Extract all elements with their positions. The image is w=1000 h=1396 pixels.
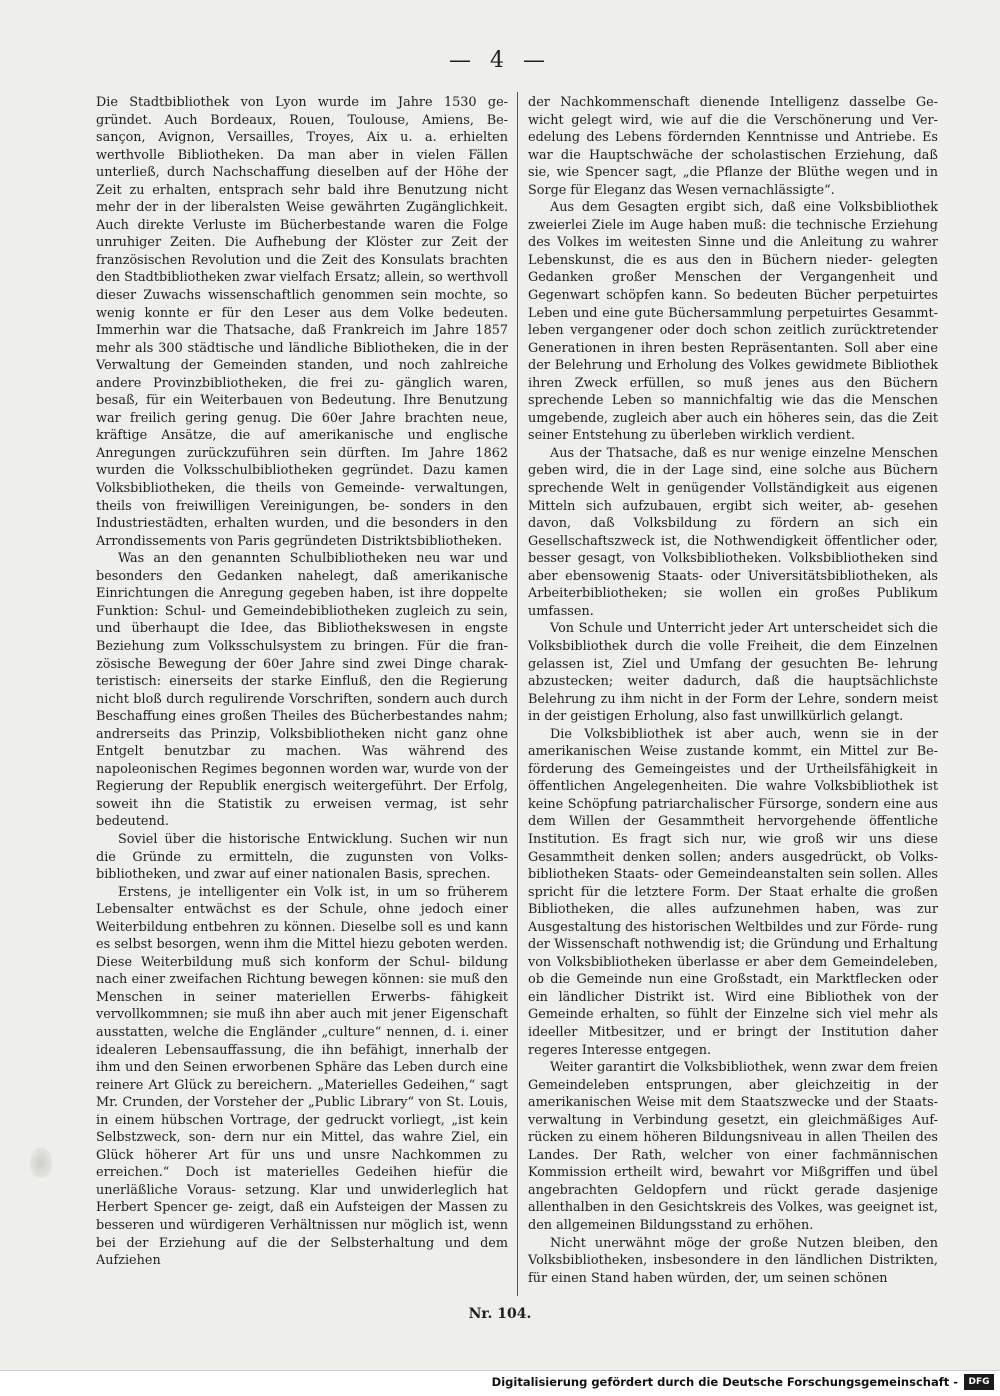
paragraph: Aus der Thatsache, daß es nur wenige einzelne Menschen geben wird, die in der Lage sind, eine solche aus Büchern sprechende Welt in genügender Vollständigkeit aus eigenen Mitteln sich aufzubauen, ergibt sich weiter, ab- gesehen davon, daß Volksbildung zu fördern an sich ein Gesellschaftszweck ist, die Nothwendigkeit öffentlicher oder, besser gesagt, von Volksbibliotheken. Volksbibliotheken sind aber ebensowenig Staats- oder Universitätsbibliotheken, als Arbeiterbibliotheken; sie wollen ein großes Publikum umfassen. xyxy=(528,445,938,619)
left-column xyxy=(96,94,508,1270)
paragraph: Was an den genannten Schulbibliotheken neu war und besonders den Gedanken nahelegt, daß amerikanische Einrichtungen die Anregung gegeben haben, ist ihre doppelte Funktion: Schul- und Gemeindebibliotheken zugleich zu sein, und überhaupt die Idee, das Bibliothekswesen in engste Beziehung zum Volksschulsystem zu bringen. Für die fran- zösische Bewegung der 60er Jahre sind zwei Dinge charak- teristisch: einerseits der starke Einfluß, den die Regierung nicht bloß durch regulirende Vorschriften, sondern auch durch Beschaffung eines großen Theiles des Bücherbestandes nahm; andrerseits das Prinzip, Volksbibliotheken nicht ganz ohne Entgelt benutzbar zu machen. Was während des napoleonischen Regimes begonnen worden war, wurde von der Regierung der Republik energisch weitergeführt. Der Erfolg, soweit ihn die Statistik zu erweisen vermag, ist sehr bedeutend. xyxy=(96,551,508,830)
paragraph: Aus dem Gesagten ergibt sich, daß eine Volksbibliothek zweierlei Ziele im Auge haben muß: die technische Erziehung des Volkes im weitesten Sinne und die Anleitung zu wahrer Lebenskunst, die es aus den in Büchern nieder- gelegten Gedanken großer Menschen der Vergangenheit und Gegenwart schöpfen kann. So bedeuten Bücher perpetuirtes Leben und eine gute Büchersammlung perpetuirtes Gesammt- leben vergangener oder doch schon zeitlich zurücktretender Generationen in ihren besten Repräsentanten. Soll aber eine der Belehrung und Erholung des Volkes gewidmete Bibliothek ihren Zweck erfüllen, so muß jenes aus den Büchern sprechende Leben so mannichfaltig wie das die Menschen umgebende, zugleich aber auch ein höheres sein, das die Zeit seiner Entstehung zu überleben wirklich verdient. xyxy=(528,200,938,444)
paragraph: Von Schule und Unterricht jeder Art unterscheidet sich die Volksbibliothek durch die volle Freiheit, die dem Einzelnen gelassen ist, Ziel und Umfang der gesuchten Be- lehrung abzustecken; weiter dadurch, daß die hauptsächlichste Belehrung zu ihm nicht in der Form der Lehre, sondern meist in der geistigen Erholung, also fast unwillkürlich gelangt. xyxy=(528,621,938,725)
paragraph: Erstens, je intelligenter ein Volk ist, in um so früherem Lebensalter entwächst es der Schule, ohne jedoch einer Weiterbildung entbehren zu können. Dieselbe soll es und kann es selbst besorgen, wenn ihm die Mittel hiezu geboten werden. Diese Weiterbildung muß sich konform der Schul- bildung nach einer zweifachen Richtung bewegen können: sie muß den Menschen in seiner materiellen Erwerbs- fähigkeit vervollkommnen; sie muß ihn aber auch mit jener Eigenschaft ausstatten, welche die Engländer „culture“ nennen, d. i. einer idealeren Lebensauffassung, die ihn befähigt, innerhalb der ihm und den Seinen erworbenen Sphäre das Leben durch eine reinere Art Glück zu bereichern. „Materielles Gedeihen,“ sagt Mr. Crunden, der Vorsteher der „Public Library“ von St. Louis, in einem hübschen Vortrage, der gedruckt vorliegt, „ist kein Selbstzweck, son- dern nur ein Mittel, das wahre Ziel, ein Glück höherer Art für uns und unsre Nachkommen zu erreichen.“ Doch ist materielles Gedeihen hiefür die unerläßliche Voraus- setzung. Klar und unwiderleglich hat Herbert Spencer ge- zeigt, daß ein Aufsteigen der Massen zu besseren und würdigeren Verhältnissen nur möglich ist, wenn bei der Erziehung auf die der Selbsterhaltung und dem Aufziehen xyxy=(96,884,508,1269)
paragraph: Nicht unerwähnt möge der große Nutzen bleiben, den Volksbibliotheken, insbesondere in den ländlichen Distrikten, für einen Stand haben würden, der, um seinen schönen xyxy=(528,1235,938,1286)
right-column xyxy=(528,94,938,1287)
paragraph: Soviel über die historische Entwicklung. Suchen wir nun die Gründe zu ermitteln, die zugunsten von Volks- bibliotheken, und zwar auf einer nationalen Basis, sprechen. xyxy=(96,831,508,883)
issue-number: Nr. 104. xyxy=(468,1306,532,1322)
paragraph: der Nachkommenschaft dienende Intelligenz dasselbe Ge- wicht gelegt wird, wie auf die die Verschönerung und Ver- edelung des Lebens fördernden Kenntnisse und Antriebe. Es war die Hauptschwäche der scholastischen Erziehung, daß sie, wie Spencer sagt, „die Pflanze der Blüthe wegen und in Sorge für Eleganz das Wesen vernachlässigte“. xyxy=(528,95,938,198)
funding-notice: Digitalisierung gefördert durch die Deutsche Forschungsgemeinschaft - xyxy=(491,1375,958,1389)
dfg-logo-icon: DFG xyxy=(964,1374,994,1390)
digitization-footer xyxy=(0,1370,1000,1396)
paragraph: Weiter garantirt die Volksbibliothek, wenn zwar dem freien Gemeindeleben entsprungen, aber gleichzeitig in der amerikanischen Weise mit dem Staatszwecke und der Staats- verwaltung in Verbindung gesetzt, ein gleichmäßiges Auf- rücken zu einem höheren Bildungsniveau in allen Theilen des Landes. Der Rath, welcher von einer fachmännischen Kommission ertheilt wird, bewahrt vor Mißgriffen und übel angebrachten Geldopfern und rückt gerade dasjenige allenthalben in den Gesichtskreis des Volkes, was geeignet ist, den allgemeinen Bildungsstand zu erhöhen. xyxy=(528,1060,938,1233)
paragraph: Die Stadtbibliothek von Lyon wurde im Jahre 1530 ge- gründet. Auch Bordeaux, Rouen, Toulouse, Amiens, Be- sançon, Avignon, Versailles, Troyes, Aix u. a. erhielten werthvolle Bibliotheken. Da man aber in vielen Fällen unterließ, durch Nachschaffung dieselben auf der Höhe der Zeit zu erhalten, entsprach sehr bald ihre Benutzung nicht mehr der in der liberalsten Weise gewährten Zugänglichkeit. Auch direkte Verluste im Bücherbestande waren die Folge unruhiger Zeiten. Die Aufhebung der Klöster zur Zeit der französischen Revolution und die Zeit des Konsulats brachten den Stadtbibliotheken zwar vielfach Ersatz; allein, so werthvoll dieser Zuwachs wissenschaftlich genommen sein mochte, so wenig konnte er für den Leser aus dem Volke bedeuten. Immerhin war die Thatsache, daß Frankreich im Jahre 1857 mehr als 300 städtische und ländliche Bibliotheken, die in der Verwaltung der Gemeinden standen, und noch zahlreiche andere Provinzbibliotheken, die frei zu- gänglich waren, besaß, für ein Weiterbauen von Bedeutung. Ihre Benutzung war freilich gering genug. Die 60er Jahre brachten neue, kräftige Ansätze, die auf amerikanische und englische Anregungen zurückzuführen sein dürften. Im Jahre 1862 wurden die Volksschulbibliotheken gegründet. Dazu kamen Volksbibliotheken, die theils von Gemeinde- verwaltungen, theils von freiwilligen Vereinigungen, be- sonders in den Industriestädten, erhalten wurden, und die besonders in den Arrondissements von Paris gegründeten Distriktsbibliotheken. xyxy=(96,95,508,549)
paragraph: Die Volksbibliothek ist aber auch, wenn sie in der amerikanischen Weise zustande kommt, ein Mittel zur Be- förderung des Gemeingeistes und der Urtheilsfähigkeit in öffentlichen Angelegenheiten. Die wahre Volksbibliothek ist keine Schöpfung patriarchalischer Fürsorge, sondern eine aus dem Willen der Gesammtheit hervorgehende öffentliche Institution. Es fragt sich nur, wie groß wir uns diese Gesammtheit denken sollen; anders ausgedrückt, ob Volks- bibliotheken Staats- oder Gemeindeanstalten sein sollen. Alles spricht für die letztere Form. Der Staat erhalte die großen Bibliotheken, die alles aufzunehmen haben, was zur Ausgestaltung des historischen Weltbildes und zur Förde- rung der Wissenschaft nothwendig ist; die Gründung und Erhaltung von Volksbibliotheken überlasse er aber dem Gemeindeleben, ob die Gemeinde nun eine Großstadt, ein Marktflecken oder ein ländlicher Distrikt ist. Wird eine Bibliothek von der Gemeinde erhalten, so fühlt der Einzelne sich viel mehr als ideeller Mitbesitzer, und er bringt der Institution daher regeres Interesse entgegen. xyxy=(528,726,938,1058)
page-number: — 4 — xyxy=(449,48,551,73)
column-divider xyxy=(517,92,518,1296)
paper-stain xyxy=(30,1148,52,1178)
